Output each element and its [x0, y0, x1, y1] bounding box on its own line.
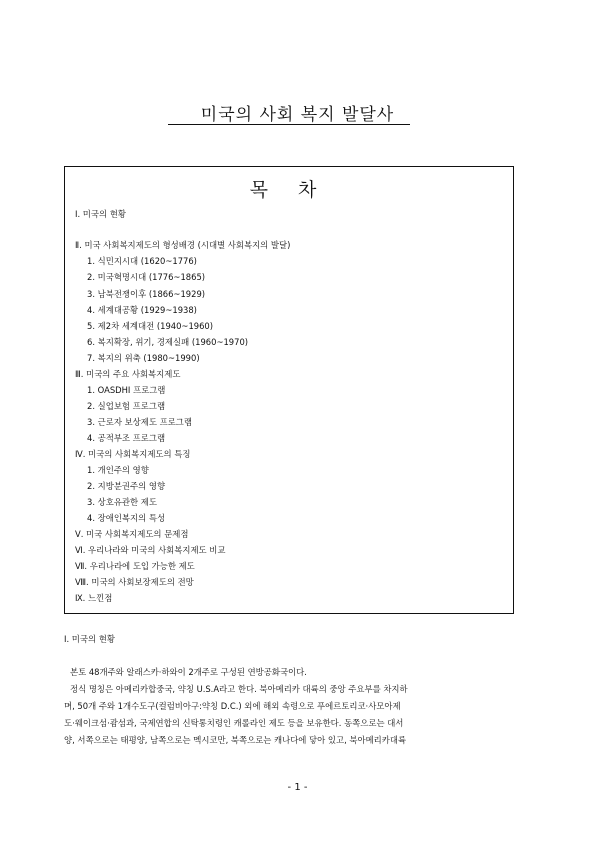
toc-item: 1. 개인주의 영향 [87, 465, 149, 475]
toc-heading: 목 차 [249, 179, 329, 201]
toc-item: Ⅷ. 미국의 사회보장제도의 전망 [75, 577, 194, 587]
toc-item: Ⅱ. 미국 사회복지제도의 형성배경 (시대별 사회복지의 발달) [75, 240, 291, 250]
toc-item: 3. 상호유관한 제도 [87, 497, 157, 507]
toc-item: 4. 공적부조 프로그램 [87, 433, 166, 443]
toc-item: Ⅴ. 미국 사회복지제도의 문제점 [75, 529, 189, 539]
toc-item: Ⅲ. 미국의 주요 사회복지제도 [75, 369, 181, 379]
document-title: 미국의 사회 복지 발달사 [200, 105, 395, 125]
toc-item: 4. 세계대공황 (1929~1938) [87, 305, 197, 315]
toc-item: Ⅶ. 우리나라에 도입 가능한 제도 [75, 561, 195, 571]
toc-item: 4. 장애인복지의 특성 [87, 513, 166, 523]
toc-item: 2. 실업보험 프로그램 [87, 401, 166, 411]
toc-item: 1. OASDHI 프로그램 [87, 385, 166, 395]
toc-item: 1. 식민지시대 (1620~1776) [87, 256, 197, 266]
toc-item: 3. 남북전쟁이후 (1866~1929) [87, 289, 206, 299]
toc-item: Ⅰ. 미국의 현황 [75, 209, 126, 219]
toc-item: Ⅳ. 미국의 사회복지제도의 특징 [75, 449, 191, 459]
toc-item: 5. 제2차 세계대전 (1940~1960) [87, 321, 214, 331]
toc-item: Ⅵ. 우리나라와 미국의 사회복지제도 비교 [75, 545, 226, 555]
page-number: - 1 - [287, 782, 308, 793]
body-text-line: 며, 50개 주와 1개수도구(컬럼비아구:약칭 D.C.) 외에 해외 속령으로 푸에르토리코·사모아제 [64, 701, 401, 711]
body-text-line: 본토 48개주와 알래스카·하와이 2개주로 구성된 연방공화국이다. [70, 667, 307, 677]
toc-item: 6. 복지확장, 위기, 경제실패 (1960~1970) [87, 337, 249, 347]
toc-item: Ⅸ. 느낀점 [75, 593, 113, 603]
body-text-line: 양, 서쪽으로는 태평양, 남쪽으로는 멕시코만, 북쪽으로는 캐나다에 닿아 있고, 북아메리카대륙 [64, 735, 407, 745]
toc-item: 2. 미국혁명시대 (1776~1865) [87, 272, 206, 282]
title-underline [168, 124, 410, 125]
table-of-contents-box [64, 166, 514, 614]
toc-item: 7. 복지의 위축 (1980~1990) [87, 353, 200, 363]
toc-item: 3. 근로자 보상제도 프로그램 [87, 417, 192, 427]
body-text-line: 정식 명칭은 아메리카합중국, 약칭 U.S.A라고 한다. 북아메리카 대륙의 중앙 주요부를 차지하 [70, 684, 408, 694]
section-heading: Ⅰ. 미국의 현황 [64, 634, 115, 644]
toc-item: 2. 지방분권주의 영향 [87, 481, 166, 491]
body-text-line: 도·웨이크섬·괌섬과, 국제연합의 신탁통치령인 캐롤라인 제도 등을 보유한다. 동쪽으로는 대서 [64, 718, 404, 728]
